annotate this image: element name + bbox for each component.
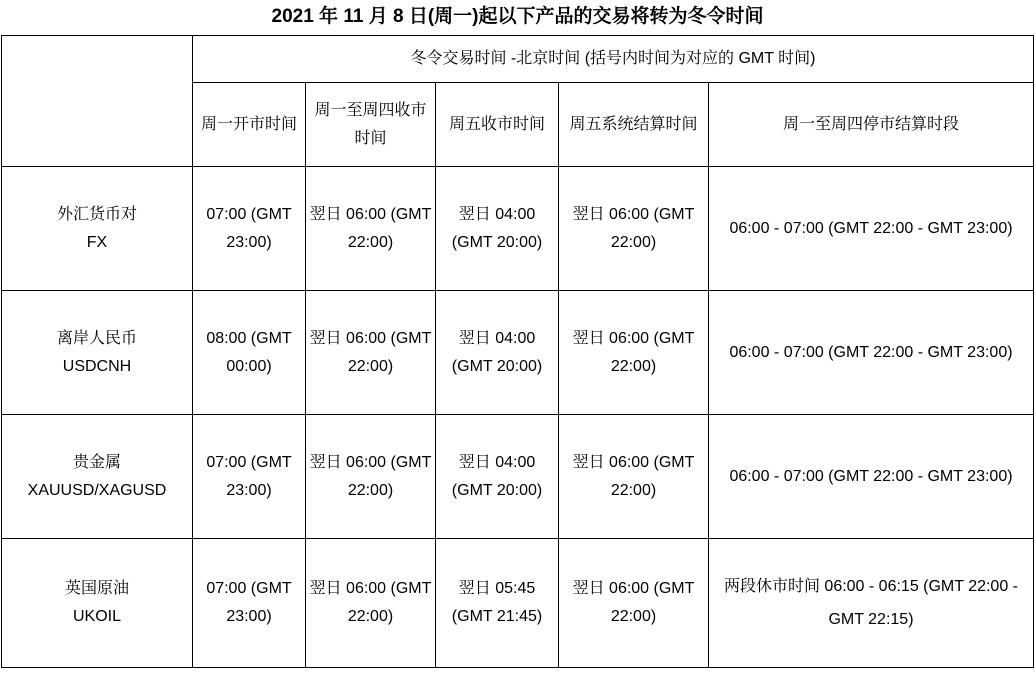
page-title: 2021 年 11 月 8 日(周一)起以下产品的交易将转为冬令时间: [271, 6, 764, 27]
cell-mon-open: 08:00 (GMT 00:00): [193, 291, 306, 415]
cell-mon-open: 07:00 (GMT 23:00): [193, 167, 306, 291]
cell-mon-open: 07:00 (GMT 23:00): [193, 415, 306, 539]
product-name: 离岸人民币 USDCNH: [2, 291, 193, 415]
cell-fri-close: 翌日 04:00 (GMT 20:00): [436, 167, 559, 291]
column-header-mon-thu-close: 周一至周四收市时间: [306, 83, 436, 167]
cell-fri-close: 翌日 04:00 (GMT 20:00): [436, 415, 559, 539]
cell-mon-thu-halt: 06:00 - 07:00 (GMT 22:00 - GMT 23:00): [709, 167, 1034, 291]
cell-mon-open: 07:00 (GMT 23:00): [193, 539, 306, 668]
product-name: 英国原油 UKOIL: [2, 539, 193, 668]
cell-fri-close: 翌日 05:45 (GMT 21:45): [436, 539, 559, 668]
cell-fri-settle: 翌日 06:00 (GMT 22:00): [559, 539, 709, 668]
column-header-fri-settle: 周五系统结算时间: [559, 83, 709, 167]
table-row: [2, 167, 1034, 291]
cell-fri-close: 翌日 04:00 (GMT 20:00): [436, 291, 559, 415]
cell-fri-settle: 翌日 06:00 (GMT 22:00): [559, 167, 709, 291]
column-header-fri-close: 周五收市时间: [436, 83, 559, 167]
product-name: 外汇货币对 FX: [2, 167, 193, 291]
column-header-mon-open: 周一开市时间: [193, 83, 306, 167]
corner-blank-cell: [2, 36, 193, 167]
cell-mon-thu-halt: 06:00 - 07:00 (GMT 22:00 - GMT 23:00): [709, 415, 1034, 539]
cell-fri-settle: 翌日 06:00 (GMT 22:00): [559, 415, 709, 539]
cell-mon-thu-close: 翌日 06:00 (GMT 22:00): [306, 539, 436, 668]
group-header-cell: 冬令交易时间 -北京时间 (括号内时间为对应的 GMT 时间): [193, 36, 1034, 83]
cell-mon-thu-halt: 06:00 - 07:00 (GMT 22:00 - GMT 23:00): [709, 291, 1034, 415]
winter-trading-hours-table: [1, 35, 1034, 668]
cell-mon-thu-halt: 两段休市时间 06:00 - 06:15 (GMT 22:00 - GMT 22:15): [709, 539, 1034, 668]
product-name: 贵金属 XAUUSD/XAGUSD: [2, 415, 193, 539]
column-header-mon-thu-halt: 周一至周四停市结算时段: [709, 83, 1034, 167]
cell-fri-settle: 翌日 06:00 (GMT 22:00): [559, 291, 709, 415]
cell-mon-thu-close: 翌日 06:00 (GMT 22:00): [306, 167, 436, 291]
table-row: [2, 291, 1034, 415]
table-row: [2, 539, 1034, 668]
table-header-group-row: [2, 36, 1034, 83]
table-row: [2, 415, 1034, 539]
cell-mon-thu-close: 翌日 06:00 (GMT 22:00): [306, 415, 436, 539]
cell-mon-thu-close: 翌日 06:00 (GMT 22:00): [306, 291, 436, 415]
